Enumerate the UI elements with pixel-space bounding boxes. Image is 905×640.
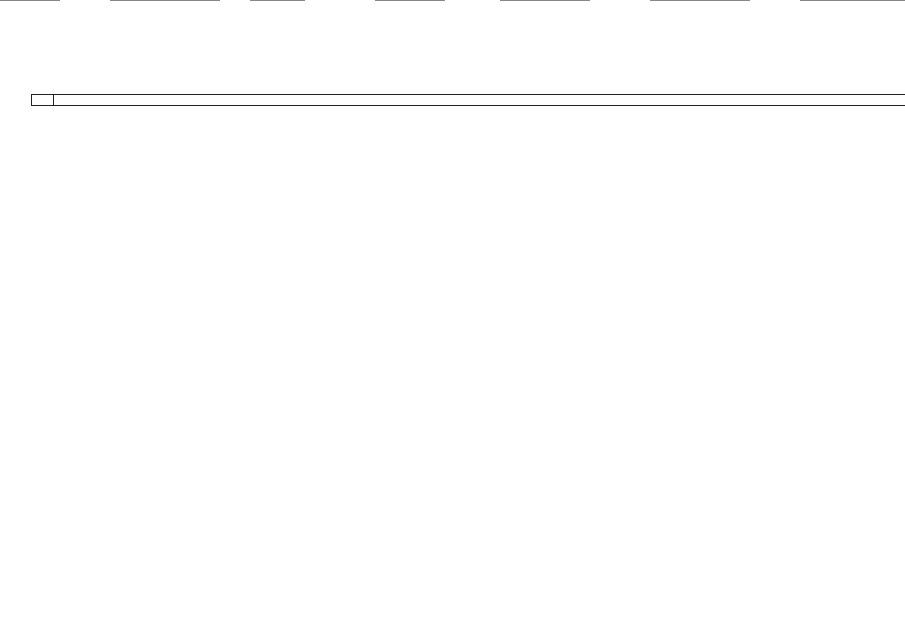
scan-top-edge bbox=[0, 0, 905, 2]
section-number bbox=[32, 95, 54, 106]
section-row bbox=[32, 95, 905, 106]
section-title bbox=[54, 95, 905, 106]
financing-table-top bbox=[31, 94, 905, 106]
